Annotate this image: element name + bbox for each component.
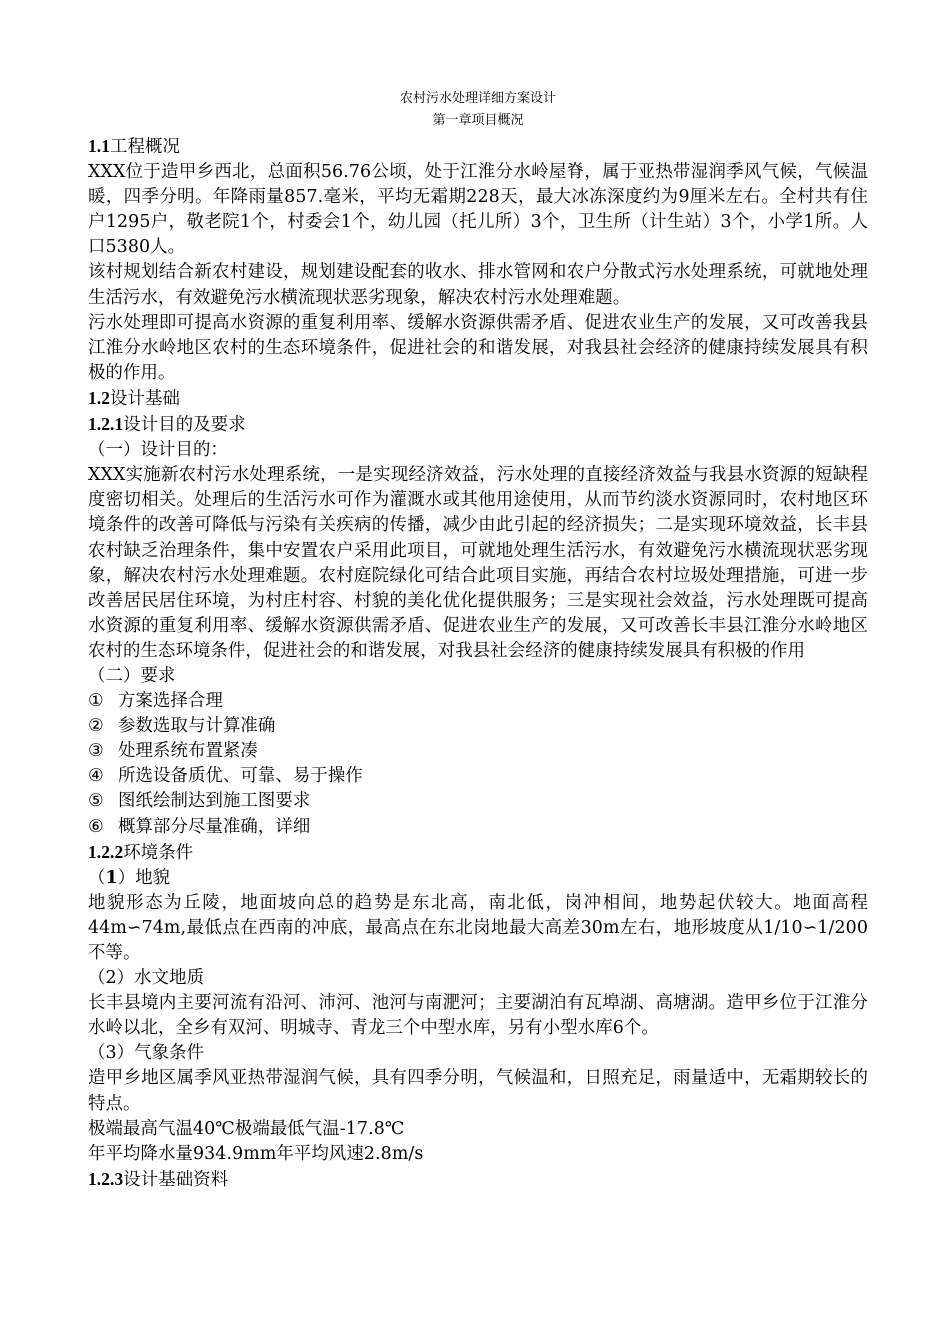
list-item <box>88 764 868 789</box>
section-heading-1-2 <box>88 386 868 412</box>
precipitation-line: 年平均降水量934.9mm年平均风速2.8m/s <box>88 1143 424 1164</box>
section-number: 1.2.1 <box>88 414 124 435</box>
list-item <box>88 815 868 840</box>
paragraph: XXX实施新农村污水处理系统，一是实现经济效益，污水处理的直接经济效益与我县水资源的短缺程度密切相关。处理后的生活污水可作为灌溉水或其他用途使用，从而节约淡水资源同时，农村地区环境条件的改善可降低与污染有关疾病的传播，减少由此引起的经济损失；二是实现环境效益，长丰县农村缺乏治理条件，集中安置农户采用此项目，可就地处理生活污水，有效避免污水横流现状恶劣现象，解决农村污水处理难题。农村庭院绿化可结合此项目实施，再结合农村垃圾处理措施，可进一步改善居民居住环境，为村庄村容、村貌的美化优化提供服务；三是实现社会效益，污水处理既可提高水资源的重复利用率、缓解水资源供需矛盾、促进农业生产的发展，又可改善长丰县江淮分水岭地区农村的生态环境条件，促进社会的和谐发展，对我县社会经济的健康持续发展具有积极的作用 <box>88 465 868 661</box>
list-item-text: 处理系统布置紧凑 <box>118 741 258 762</box>
section-heading-1-2-1 <box>88 412 868 438</box>
subsection-label-climate: （3）气象条件 <box>88 1043 205 1064</box>
temperature-line: 极端最高气温40℃极端最低气温-17.8℃ <box>88 1118 405 1139</box>
paragraph: 污水处理即可提高水资源的重复利用率、缓解水资源供需矛盾、促进农业生产的发展，又可改善我县江淮分水岭地区农村的生态环境条件，促进社会的和谐发展，对我县社会经济的健康持续发展具有积极的作用。 <box>88 312 868 383</box>
paragraph: 长丰县境内主要河流有沿河、沛河、池河与南淝河；主要湖泊有瓦埠湖、高塘湖。造甲乡位于江淮分水岭以北，全乡有双河、明城寺、青龙三个中型水库，另有小型水库6个。 <box>88 993 868 1039</box>
list-marker: ⑥ <box>88 816 104 837</box>
document-title: 农村污水处理详细方案设计 <box>399 91 556 106</box>
subsection-number: 1 <box>105 867 118 888</box>
list-item <box>88 714 868 739</box>
section-number: 1.2 <box>88 387 111 408</box>
section-number: 1.2.2 <box>88 841 124 862</box>
section-title: 设计目的及要求 <box>123 415 246 436</box>
list-item-text: 概算部分尽量准确，详细 <box>118 816 311 837</box>
list-marker: ① <box>88 691 104 712</box>
list-item <box>88 789 868 814</box>
section-heading-1-2-2 <box>88 840 868 866</box>
section-title: 工程概况 <box>110 137 181 157</box>
subsection-label-terrain: （1）地貌 <box>88 867 171 888</box>
section-heading-1-2-3 <box>88 1167 868 1193</box>
list-marker: ② <box>88 716 104 737</box>
document-page <box>88 88 868 1193</box>
list-item-text: 参数选取与计算准确 <box>118 716 276 737</box>
list-item <box>88 689 868 714</box>
chapter-title: 第一章项目概况 <box>432 113 524 128</box>
section-title: 设计基础资料 <box>123 1169 229 1190</box>
subsection-label-hydrology: （2）水文地质 <box>88 968 205 989</box>
list-marker: ③ <box>88 741 104 762</box>
paragraph: 该村规划结合新农村建设，规划建设配套的收水、排水管网和农户分散式污水处理系统，可就地处理生活污水，有效避免污水横流现状恶劣现象，解决农村污水处理难题。 <box>88 262 868 308</box>
section-heading-1-1 <box>88 134 868 160</box>
paragraph: 地貌形态为丘陵，地面坡向总的趋势是东北高，南北低，岗冲相间，地势起伏较大。地面高程44m∽74m,最低点在西南的冲底，最高点在东北岗地最大高差30m左右，地形坡度从1/10∽1/200不等。 <box>88 892 868 963</box>
paragraph: XXX位于造甲乡西北，总面积56.76公顷，处于江淮分水岭屋脊，属于亚热带湿润季风气候，气候温暖，四季分明。年降雨量857.毫米，平均无霜期228天，最大冰冻深度约为9厘米左右。全村共有住户1295户，敬老院1个，村委会1个，幼儿园（托儿所）3个，卫生所（计生站）3个，小学1所。人口5380人。 <box>88 162 868 258</box>
section-title: 环境条件 <box>123 842 194 863</box>
list-marker: ④ <box>88 766 104 787</box>
section-title: 设计基础 <box>110 388 181 409</box>
list-item <box>88 739 868 764</box>
section-number: 1.1 <box>88 136 111 156</box>
purpose-label: （一）设计目的： <box>88 440 228 461</box>
requirements-label: （二）要求 <box>88 665 176 686</box>
list-item-text: 方案选择合理 <box>118 691 223 712</box>
section-number: 1.2.3 <box>88 1168 124 1189</box>
requirements-list <box>88 689 868 840</box>
list-marker: ⑤ <box>88 791 104 812</box>
list-item-text: 所选设备质优、可靠、易于操作 <box>118 766 363 787</box>
list-item-text: 图纸绘制达到施工图要求 <box>118 791 311 812</box>
paragraph: 造甲乡地区属季风亚热带湿润气候，具有四季分明，气候温和，日照充足，雨量适中，无霜期较长的特点。 <box>88 1068 868 1114</box>
